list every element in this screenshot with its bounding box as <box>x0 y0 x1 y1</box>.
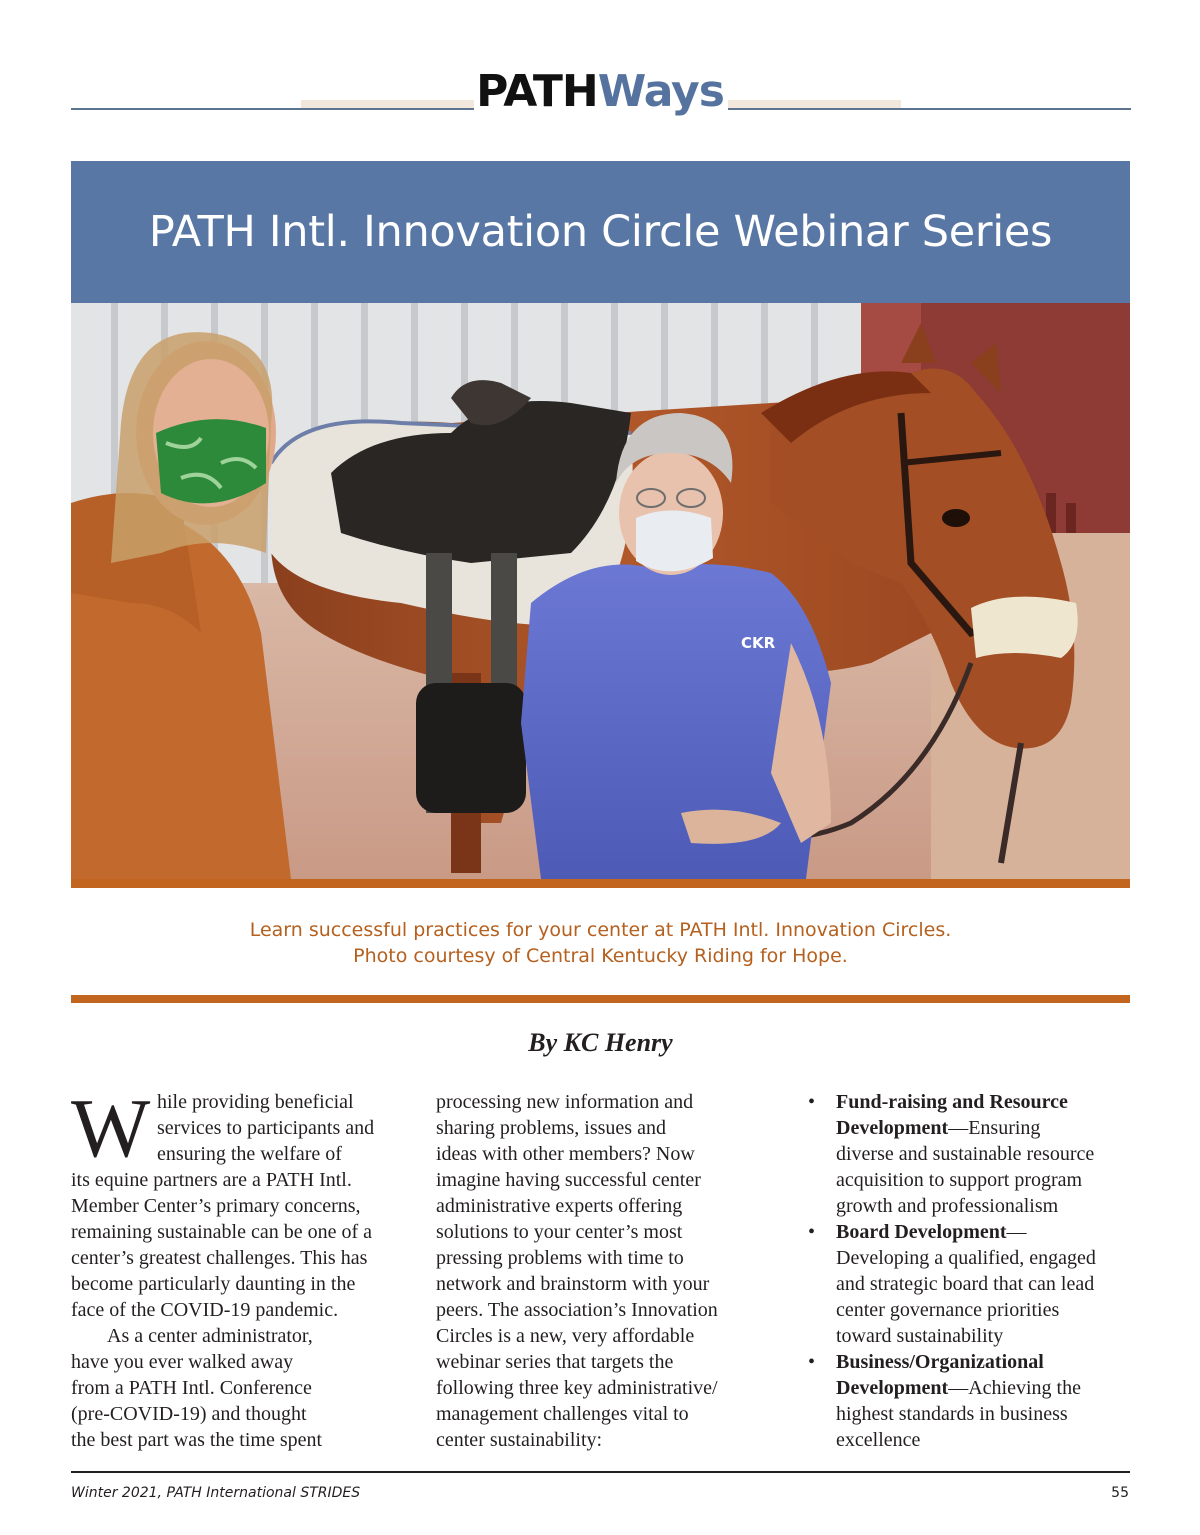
body-line: have you ever walked away <box>71 1351 294 1373</box>
body-line: network and brainstorm with your <box>436 1273 710 1295</box>
bullet-marker: • <box>808 1091 816 1113</box>
horse-and-handlers-photo <box>71 303 1130 879</box>
body-line: services to participants and <box>157 1117 375 1139</box>
body-line: from a PATH Intl. Conference <box>71 1377 312 1399</box>
bullet-text: — <box>1006 1221 1027 1243</box>
footer-issue: Winter 2021, PATH International STRIDES <box>71 1485 361 1501</box>
article-column-2 <box>436 1089 776 1453</box>
masthead-path: PATH <box>476 66 598 117</box>
masthead-ways: Ways <box>598 66 728 117</box>
body-line: following three key administrative/ <box>436 1377 718 1399</box>
body-line: As a center administrator, <box>107 1325 313 1347</box>
bullet-marker: • <box>808 1351 816 1373</box>
body-line: its equine partners are a PATH Intl. <box>71 1169 352 1191</box>
bullet-text: growth and professionalism <box>836 1195 1059 1217</box>
body-line: ensuring the welfare of <box>157 1143 342 1165</box>
photo-rule <box>71 879 1130 888</box>
bullet-title: Board Development <box>836 1221 1007 1243</box>
body-line: administrative experts offering <box>436 1195 683 1217</box>
bullet-text: toward sustainability <box>836 1325 1004 1347</box>
body-line: peers. The association’s Innovation <box>436 1299 718 1321</box>
body-line: remaining sustainable can be one of a <box>71 1221 372 1243</box>
bullet-marker: • <box>808 1221 816 1243</box>
body-line: (pre-COVID-19) and thought <box>71 1403 307 1425</box>
bullet-board <box>808 1219 1138 1349</box>
body-line: pressing problems with time to <box>436 1247 684 1269</box>
bullet-text: and strategic board that can lead <box>836 1273 1095 1295</box>
article-column-3 <box>808 1089 1138 1453</box>
body-line: become particularly daunting in the <box>71 1273 356 1295</box>
masthead-title <box>71 64 1131 120</box>
bullet-title: Development <box>836 1377 949 1399</box>
byline: By KC Henry <box>528 1028 673 1057</box>
bullet-title: Business/Organizational <box>836 1351 1044 1373</box>
body-line: Member Center’s primary concerns, <box>71 1195 361 1217</box>
caption-rule <box>71 995 1130 1003</box>
body-line: solutions to your center’s most <box>436 1221 683 1243</box>
title-banner <box>71 161 1130 303</box>
body-line: the best part was the time spent <box>71 1429 323 1451</box>
bullet-text: diverse and sustainable resource <box>836 1143 1095 1165</box>
body-line: ideas with other members? Now <box>436 1143 695 1165</box>
drop-cap: W <box>71 1082 151 1175</box>
bullet-text: —Achieving the <box>948 1377 1081 1399</box>
footer-rule <box>71 1471 1130 1473</box>
page-number: 55 <box>1111 1485 1129 1501</box>
bullet-title: Fund-raising and Resource <box>836 1091 1068 1113</box>
bullet-fundraising <box>808 1089 1138 1219</box>
body-line: center sustainability: <box>436 1429 603 1451</box>
bullet-title: Development <box>836 1117 949 1139</box>
bullet-text: —Ensuring <box>948 1117 1041 1139</box>
photo-caption <box>71 917 1130 969</box>
bullet-text: excellence <box>836 1429 921 1451</box>
bullet-text: center governance priorities <box>836 1299 1060 1321</box>
body-line: imagine having successful center <box>436 1169 701 1191</box>
bullet-business <box>808 1349 1138 1453</box>
article-column-1 <box>71 1082 411 1453</box>
body-line: sharing problems, issues and <box>436 1117 666 1139</box>
bullet-text: acquisition to support program <box>836 1169 1083 1191</box>
caption-line-1: Learn successful practices for your center at PATH Intl. Innovation Circles. <box>249 919 952 941</box>
body-line: webinar series that targets the <box>436 1351 674 1373</box>
masthead <box>71 62 1131 122</box>
body-line: management challenges vital to <box>436 1403 689 1425</box>
caption-line-2: Photo courtesy of Central Kentucky Riding for Hope. <box>353 945 848 967</box>
body-line: face of the COVID-19 pandemic. <box>71 1299 339 1321</box>
bullet-text: highest standards in business <box>836 1403 1068 1425</box>
article-photo <box>71 303 1130 879</box>
body-line: Circles is a new, very affordable <box>436 1325 695 1347</box>
shirt-logo-text: CKR <box>741 634 776 652</box>
body-line: center’s greatest challenges. This has <box>71 1247 368 1269</box>
body-line: hile providing beneficial <box>157 1091 354 1113</box>
article-title: PATH Intl. Innovation Circle Webinar Series <box>148 207 1053 257</box>
bullet-text: Developing a qualified, engaged <box>836 1247 1096 1269</box>
body-line: processing new information and <box>436 1091 694 1113</box>
